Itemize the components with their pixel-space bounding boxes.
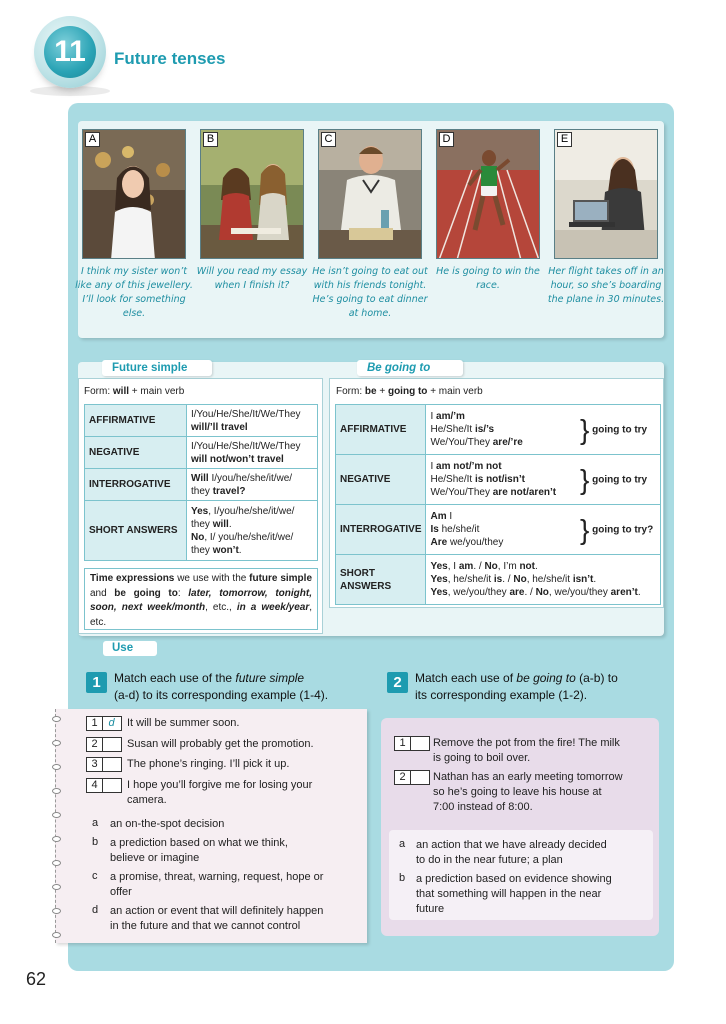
- ring-icon: [52, 764, 61, 770]
- ex2-item-1: [433, 736, 620, 766]
- head-line: SHORT: [340, 567, 375, 579]
- form-plus: +: [379, 386, 386, 397]
- answer-box-3[interactable]: [86, 757, 122, 772]
- time-text: :: [177, 587, 189, 599]
- cell-line: he/she/it: [438, 524, 480, 535]
- ex1-item-3: The phone’s ringing. I’ll pick it up.: [127, 758, 290, 770]
- form-prefix: Form:: [84, 386, 111, 397]
- answer-text: . /: [473, 561, 485, 572]
- row-head: [336, 555, 426, 605]
- cell-line: I: [430, 411, 437, 422]
- instr-text: (a-b) to: [575, 671, 618, 685]
- cell-bold: is/’s: [474, 424, 495, 435]
- item-line: Nathan has an early meeting tomorrow: [433, 771, 623, 783]
- ring-icon: [52, 884, 61, 890]
- cell-line: they: [191, 485, 213, 497]
- cell-bold: travel?: [212, 485, 246, 497]
- instr-text: its corresponding example (1-2).: [415, 688, 588, 702]
- row-cell: [426, 555, 661, 605]
- exercise-2-instructions: [415, 670, 665, 704]
- photo-b-image: [201, 130, 304, 259]
- answer-text: .: [593, 574, 597, 585]
- time-bold: Time expressions: [90, 573, 175, 584]
- answer-bold: isn’t: [572, 574, 594, 585]
- table-row: [85, 501, 318, 561]
- ring-icon: [52, 788, 61, 794]
- row-cell: [576, 455, 661, 505]
- option-letter: b: [92, 836, 99, 848]
- cell-line: we/you/they: [447, 537, 504, 548]
- photo-e: [554, 129, 658, 259]
- use-label: Use: [103, 641, 157, 656]
- row-cell: [187, 469, 318, 501]
- brace-icon: }: [579, 513, 590, 545]
- option-line: an action that we have already decided: [416, 839, 607, 851]
- answer-bold: not: [519, 561, 535, 572]
- answer-box-2-2[interactable]: [394, 770, 430, 785]
- option-letter: a: [92, 817, 99, 829]
- be-going-to-table: [335, 404, 661, 605]
- option-line: an action or event that will definitely happen: [110, 905, 324, 917]
- cell-line: I: [430, 461, 437, 472]
- time-bold-italic: later, tomorrow, tonight, soon, next week/month: [90, 587, 312, 613]
- ring-icon: [52, 812, 61, 818]
- time-text: , etc.,: [205, 602, 237, 613]
- item-number: 2: [87, 738, 103, 751]
- cell-line: , I/ you/he/she/it/we/: [204, 531, 294, 543]
- row-head: AFFIRMATIVE: [85, 405, 187, 437]
- ex1-item-4: [127, 778, 312, 808]
- row-cell: [187, 405, 318, 437]
- row-cell: [576, 405, 661, 455]
- row-cell: [187, 501, 318, 561]
- caption-c: He isn’t going to eat out with his friends tonight. He’s going to eat dinner at home.: [312, 266, 428, 319]
- ring-icon: [52, 716, 61, 722]
- ex1-item-1: It will be summer soon.: [127, 717, 240, 729]
- photo-e-image: [555, 130, 658, 259]
- photo-c-image: [319, 130, 422, 259]
- photo-letter: B: [203, 132, 218, 147]
- answer-text: .: [637, 587, 641, 598]
- cell-bold: will: [212, 518, 229, 530]
- answer-box-1[interactable]: [86, 716, 122, 731]
- ex2-item-2: [433, 770, 623, 815]
- option-line: to do in the near future; a plan: [416, 854, 563, 866]
- time-text: and: [90, 587, 115, 599]
- ex2-option-b: [416, 872, 612, 917]
- page-number: 62: [26, 969, 47, 989]
- option-line: a prediction based on what we think,: [110, 837, 288, 849]
- form-rest: + main verb: [131, 386, 185, 397]
- going-to-text: going to try?: [592, 524, 654, 536]
- option-line: in the future and that we cannot control: [110, 920, 301, 932]
- ex1-option-a: an on-the-spot decision: [110, 818, 225, 830]
- answer-box-2-1[interactable]: [394, 736, 430, 751]
- option-letter: a: [399, 838, 406, 850]
- item-number: 1: [395, 737, 411, 750]
- be-going-to-label: Be going to: [357, 360, 463, 376]
- short-answer-line: [430, 586, 656, 599]
- item-line: Remove the pot from the fire! The milk: [433, 737, 620, 749]
- time-text: we use with the: [174, 573, 250, 584]
- answer-text: , we/you/they: [548, 587, 611, 598]
- answer-box-4[interactable]: [86, 778, 122, 793]
- answer-text: , he/she/it: [447, 574, 494, 585]
- photo-letter: C: [321, 132, 336, 147]
- item-line: camera.: [127, 794, 167, 806]
- cell-line-bold: will/’ll travel: [191, 421, 248, 433]
- ex1-option-c: [110, 870, 323, 900]
- instr-italic: be going to: [516, 671, 576, 685]
- form-prefix: Form:: [336, 386, 363, 397]
- item-line: 7:00 instead of 8:00.: [433, 801, 533, 813]
- cell-bold: is not/isn’t: [474, 474, 525, 485]
- answer-text: .: [535, 561, 538, 572]
- exercise-1-instructions: [114, 670, 374, 704]
- time-bold: future simple: [249, 573, 313, 584]
- option-line: offer: [110, 886, 132, 898]
- cell-bold: are/’re: [492, 437, 523, 448]
- instr-text: (a-d) to its corresponding example (1-4).: [114, 688, 329, 702]
- cell-bold: won’t: [212, 544, 239, 556]
- cell-bold: are not/aren’t: [492, 487, 557, 498]
- item-number: 3: [87, 758, 103, 771]
- row-cell: [187, 437, 318, 469]
- head-line: ANSWERS: [340, 580, 392, 592]
- ring-icon: [52, 740, 61, 746]
- cell-bold: am not/’m not: [436, 461, 502, 472]
- future-simple-table: [84, 404, 318, 561]
- time-expressions-box: [84, 568, 318, 630]
- row-head: SHORT ANSWERS: [85, 501, 187, 561]
- time-bold: be going to: [114, 587, 178, 599]
- item-line: I hope you’ll forgive me for losing your: [127, 779, 313, 791]
- answer-text: , I’m: [497, 561, 520, 572]
- table-row: [336, 555, 661, 605]
- answer-text: . /: [502, 574, 514, 585]
- table-row: [336, 455, 661, 505]
- ex2-option-a: [416, 838, 607, 868]
- option-letter: b: [399, 872, 406, 884]
- ring-icon: [52, 908, 61, 914]
- row-head: NEGATIVE: [85, 437, 187, 469]
- photo-d-image: [437, 130, 540, 259]
- row-cell: [576, 505, 661, 555]
- option-line: a prediction based on evidence showing: [416, 873, 612, 885]
- time-bold-italic: in a week/year: [236, 602, 310, 613]
- ring-icon: [52, 860, 61, 866]
- ex1-option-b: [110, 836, 288, 866]
- table-row: [336, 405, 661, 455]
- form-keyword: going to: [387, 386, 428, 397]
- caption-b: Will you read my essay when I finish it?: [196, 266, 308, 291]
- cell-line: I: [446, 511, 453, 522]
- cell-bold: Is: [430, 524, 439, 535]
- answer-bold: are: [509, 587, 525, 598]
- time-text: , etc.: [90, 602, 313, 628]
- future-simple-label: Future simple: [102, 360, 212, 376]
- brace-icon: }: [579, 463, 590, 495]
- cell-line-bold: will not/won’t travel: [191, 453, 284, 465]
- brace-icon: }: [579, 413, 590, 445]
- item-line: is going to boil over.: [433, 752, 531, 764]
- answer-bold: No: [513, 574, 527, 585]
- item-number: 2: [395, 771, 411, 784]
- photo-c: [318, 129, 422, 259]
- photo-a-image: [83, 130, 186, 259]
- cell-line: I/You/He/She/It/We/They: [191, 408, 301, 420]
- form-rest: + main verb: [430, 386, 483, 397]
- option-line: a promise, threat, warning, request, hope or: [110, 871, 324, 883]
- unit-number: 11: [44, 26, 96, 78]
- row-cell: [426, 405, 576, 455]
- answer-bold: Yes: [430, 587, 448, 598]
- ex1-option-d: [110, 904, 323, 934]
- photo-a: [82, 129, 186, 259]
- caption-a: I think my sister won’t like any of this jewellery. I’ll look for something else.: [75, 266, 193, 319]
- cell-bold: No: [191, 531, 205, 543]
- form-keyword: be: [364, 386, 377, 397]
- exercise-2-number: 2: [387, 672, 408, 693]
- option-letter: d: [92, 904, 99, 916]
- row-head: INTERROGATIVE: [336, 505, 426, 555]
- option-line: believe or imagine: [110, 852, 200, 864]
- form-keyword: will: [112, 386, 130, 397]
- photo-letter: E: [557, 132, 572, 147]
- cell-bold: Will: [191, 472, 209, 484]
- table-row: [336, 505, 661, 555]
- cell-line: they: [191, 518, 213, 530]
- caption-d: He is going to win the race.: [436, 266, 540, 291]
- answer-box-2[interactable]: [86, 737, 122, 752]
- photo-b: [200, 129, 304, 259]
- unit-title: Future tenses: [114, 49, 226, 68]
- cell-line: they: [191, 544, 213, 556]
- short-answer-line: [430, 560, 656, 573]
- cell-bold: Am: [430, 511, 447, 522]
- cell-line: We/You/They: [430, 437, 493, 448]
- answer-text: , he/she/it: [526, 574, 573, 585]
- row-cell: [426, 455, 576, 505]
- exercise-1-number: 1: [86, 672, 107, 693]
- table-row: [85, 469, 318, 501]
- item-number: 4: [87, 779, 103, 792]
- table-row: [85, 405, 318, 437]
- option-letter: c: [92, 870, 98, 882]
- caption-e: Her flight takes off in an hour, so she’s boarding the plane in 30 minutes.: [547, 266, 665, 305]
- answer-bold: No: [535, 587, 549, 598]
- ring-icon: [52, 932, 61, 938]
- instr-text: Match each use of the: [114, 671, 236, 685]
- cell-line: He/She/It: [430, 424, 475, 435]
- be-going-to-form: [336, 386, 483, 397]
- option-line: that something will happen in the near: [416, 888, 602, 900]
- photo-letter: A: [85, 132, 100, 147]
- cell-line: , I/you/he/she/it/we/: [208, 505, 295, 517]
- cell-line: I/You/He/She/It/We/They: [191, 440, 301, 452]
- cell-line: I/you/he/she/it/we/: [208, 472, 293, 484]
- ring-icon: [52, 836, 61, 842]
- ex1-item-2: Susan will probably get the promotion.: [127, 738, 314, 750]
- table-row: [85, 437, 318, 469]
- row-head: AFFIRMATIVE: [336, 405, 426, 455]
- cell-bold: am/’m: [436, 411, 465, 422]
- cell-line: We/You/They: [430, 487, 493, 498]
- answer-bold: Yes: [430, 574, 448, 585]
- instr-italic: future simple: [235, 671, 305, 685]
- going-to-text: going to try: [592, 424, 648, 436]
- cell-line: He/She/It: [430, 474, 475, 485]
- item-number: 1: [87, 717, 103, 730]
- cell-bold: Are: [430, 537, 448, 548]
- answer-text: , I: [447, 561, 459, 572]
- answer-text: , we/you/they: [447, 587, 510, 598]
- row-head: NEGATIVE: [336, 455, 426, 505]
- answer-bold: aren’t: [610, 587, 638, 598]
- short-answer-line: [430, 573, 656, 586]
- answer-bold: Yes: [430, 561, 448, 572]
- cell-line: .: [228, 518, 232, 530]
- item-answer: d: [108, 717, 115, 729]
- photo-d: [436, 129, 540, 259]
- cell-bold: Yes: [191, 505, 209, 517]
- row-cell: [426, 505, 576, 555]
- answer-bold: is: [493, 574, 503, 585]
- cell-line: .: [238, 544, 242, 556]
- answer-bold: am: [458, 561, 474, 572]
- future-simple-form: [84, 386, 184, 397]
- item-line: so he’s going to leave his house at: [433, 786, 602, 798]
- answer-bold: No: [484, 561, 498, 572]
- answer-text: . /: [524, 587, 536, 598]
- going-to-text: going to try: [592, 474, 648, 486]
- row-head: INTERROGATIVE: [85, 469, 187, 501]
- instr-text: Match each use of: [415, 671, 517, 685]
- option-line: future: [416, 903, 445, 915]
- photo-letter: D: [439, 132, 454, 147]
